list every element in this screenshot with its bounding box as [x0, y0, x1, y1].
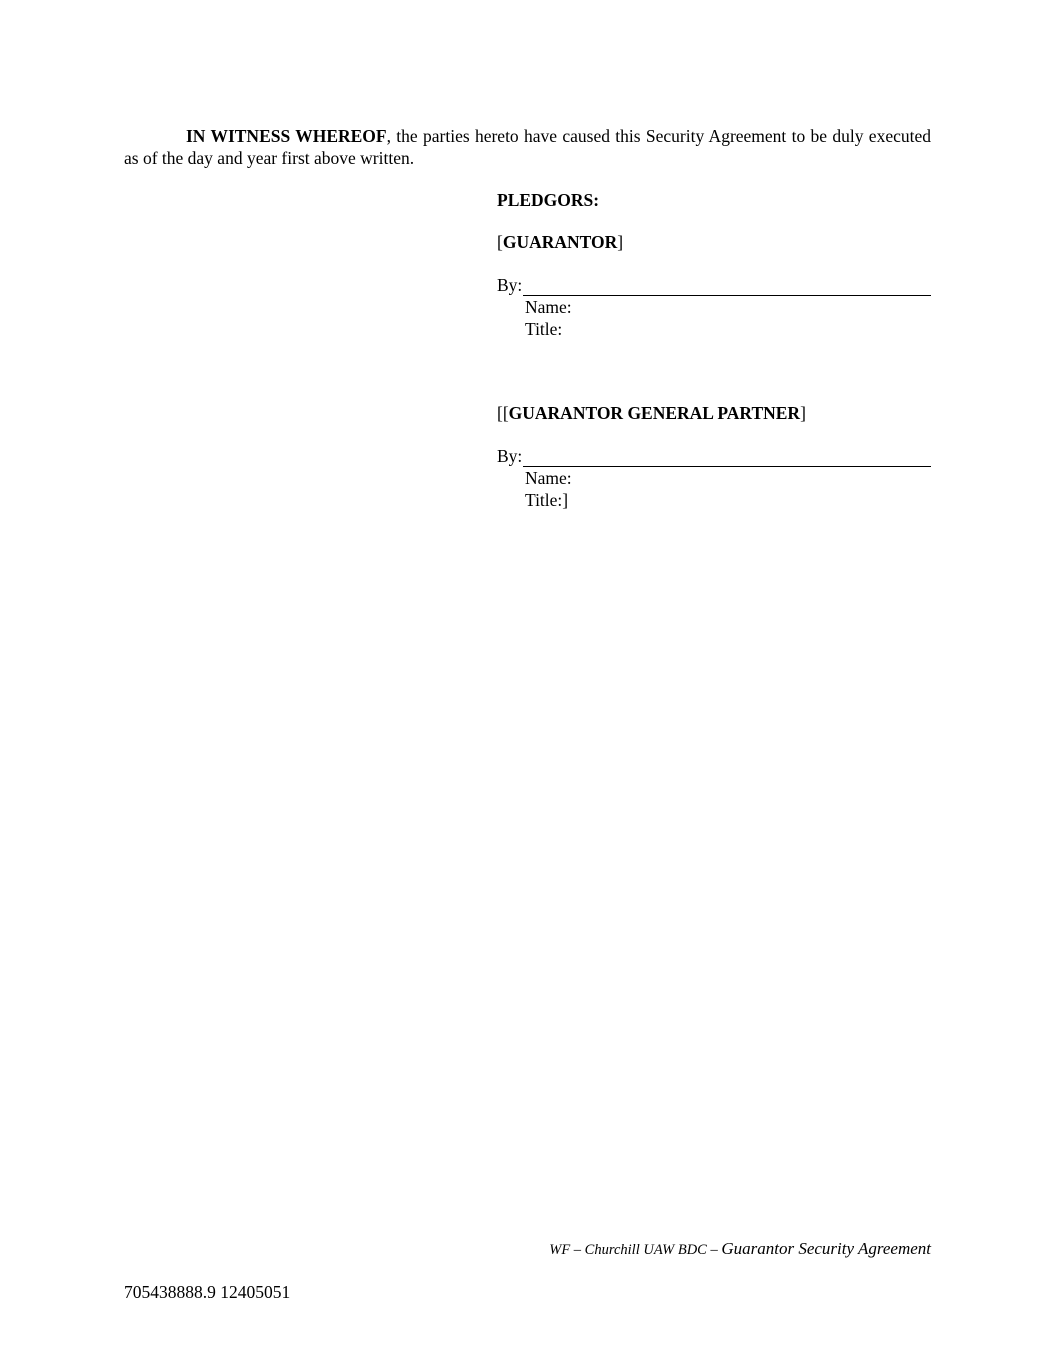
entity-name: GUARANTOR GENERAL PARTNER: [508, 403, 801, 423]
witness-text: , the parties hereto have caused this Security Agreement to be duly executed as of the day and year first above written.: [124, 126, 931, 168]
footer-title-main: Guarantor Security Agreement: [721, 1239, 931, 1258]
witness-paragraph: [124, 125, 931, 169]
footer-title-prefix: WF – Churchill UAW BDC –: [549, 1242, 722, 1258]
by-label: By:: [497, 446, 523, 466]
open-bracket: [: [497, 232, 503, 252]
signature-rule: [523, 278, 931, 296]
general-partner-title-label: Title:]: [525, 490, 569, 510]
close-bracket: ]: [617, 232, 624, 252]
open-bracket: [[: [497, 403, 509, 423]
signature-rule: [523, 449, 931, 467]
footer-document-title: [549, 1239, 931, 1259]
entity-name: GUARANTOR: [502, 232, 618, 252]
general-partner-entity-heading: [497, 402, 806, 424]
by-label: By:: [497, 275, 523, 295]
guarantor-name-label: Name:: [525, 297, 572, 317]
general-partner-name-label: Name:: [525, 468, 572, 488]
witness-lead: IN WITNESS WHEREOF: [186, 126, 387, 146]
guarantor-title-label: Title:: [525, 319, 563, 339]
general-partner-signature-line: [497, 445, 931, 467]
guarantor-signature-line: [497, 274, 931, 296]
guarantor-entity-heading: [497, 231, 623, 253]
document-id: 705438888.9 12405051: [124, 1282, 291, 1302]
close-bracket: ]: [800, 403, 806, 423]
pledgors-heading: PLEDGORS:: [497, 190, 600, 210]
